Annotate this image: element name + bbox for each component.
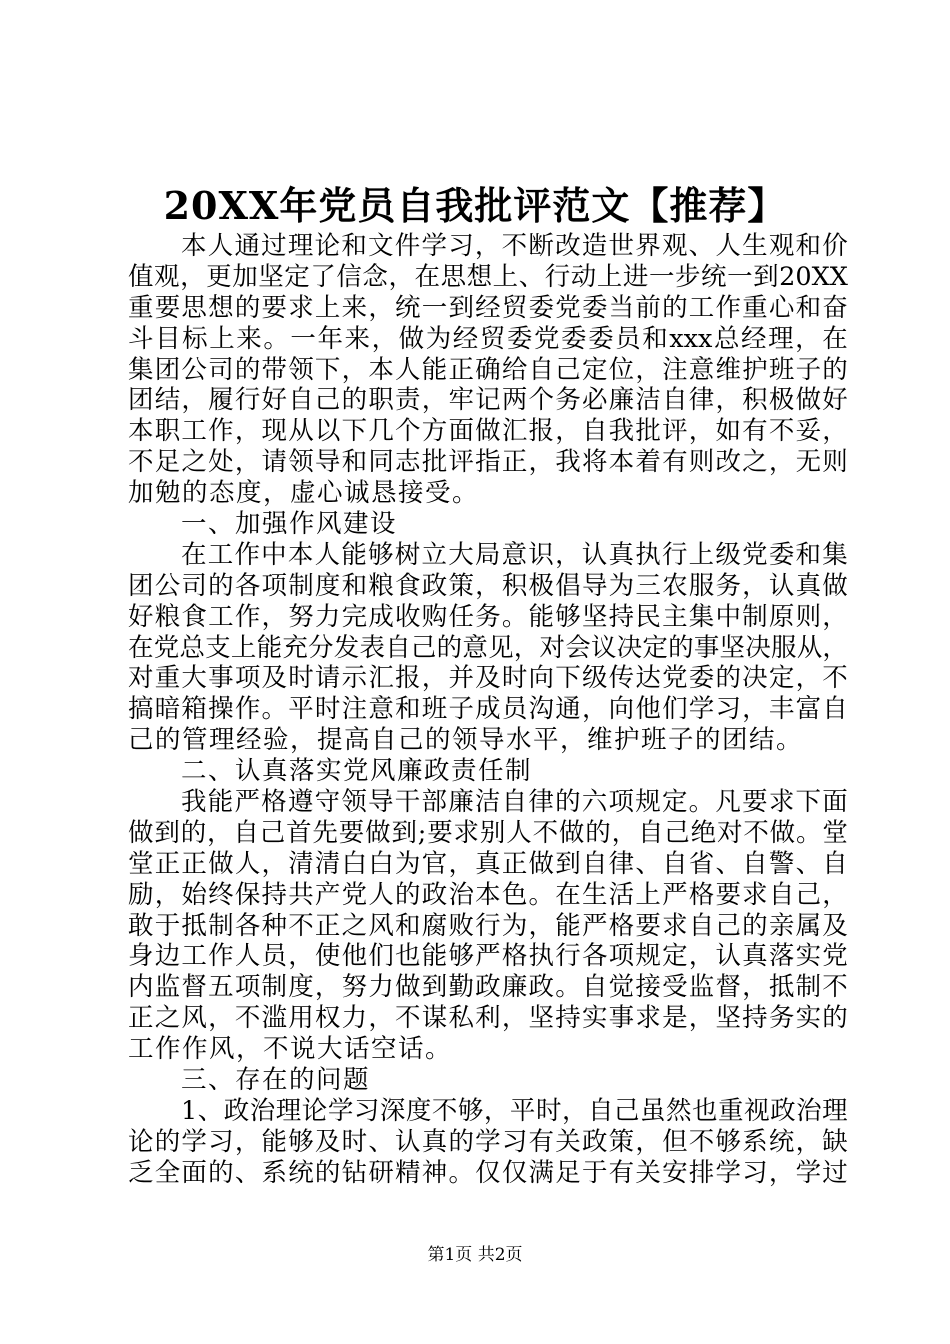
text-line: 好 粮 食 工 作 ， 努 力 完 成 收 购 任 务 。 能 够 坚 持 民 主 集 中 制 原 则 ， — [128, 601, 848, 632]
text-line: 论 的 学 习 ， 能 够 及 时 、 认 真 的 学 习 有 关 政 策 ， 但 不 够 系 统 ， 缺 — [128, 1126, 848, 1157]
text-line: 在 工 作 中 本 人 能 够 树 立 大 局 意 识 ， 认 真 执 行 上 级 党 委 和 集 — [181, 539, 848, 570]
page-footer: 第1页 共2页 — [427, 1245, 523, 1265]
text-line: 团 结 ， 履 行 好 自 己 的 职 责 ， 牢 记 两 个 务 必 廉 洁 自 律 ， 积 极 做 好 — [128, 385, 848, 416]
text-line: 对 重 大 事 项 及 时 请 示 汇 报 ， 并 及 时 向 下 级 传 达 党 委 的 决 定 ， 不 — [128, 663, 848, 694]
text-line: 在 党 总 支 上 能 充 分 发 表 自 己 的 意 见 ， 对 会 议 决 定 的 事 坚 决 服 从 ， — [128, 632, 848, 663]
text-line: 斗 目 标 上 来 。 一 年 来 ， 做 为 经 贸 委 党 委 委 员 和 xxx 总 经 理 ， 在 — [128, 323, 848, 354]
text-line: 值 观 ， 更 加 坚 定 了 信 念 ， 在 思 想 上 、 行 动 上 进 一 步 统 一 到 20XX — [128, 261, 848, 292]
text-line: 重 要 思 想 的 要 求 上 来 ， 统 一 到 经 贸 委 党 委 当 前 的 工 作 重 心 和 奋 — [128, 292, 848, 323]
text-line: 励 ， 始 终 保 持 共 产 党 人 的 政 治 本 色 。 在 生 活 上 严 格 要 求 自 己 ， — [128, 879, 848, 910]
document-body — [128, 231, 848, 1189]
text-line: 团 公 司 的 各 项 制 度 和 粮 食 政 策 ， 积 极 倡 导 为 三 农 服 务 ， 认 真 做 — [128, 570, 848, 601]
text-line: 身 边 工 作 人 员 ， 使 他 们 也 能 够 严 格 执 行 各 项 规 定 ， 认 真 落 实 党 — [128, 941, 848, 972]
document-title: 20XX年党员自我批评范文【推荐】 — [163, 183, 787, 228]
text-line: 本 人 通 过 理 论 和 文 件 学 习 ， 不 断 改 造 世 界 观 、 人 生 观 和 价 — [181, 231, 848, 261]
text-line: 正 之 风 ， 不 滥 用 权 力 ， 不 谋 私 利 ， 坚 持 实 事 求 是 ， 坚 持 务 实 的 — [128, 1003, 848, 1034]
text-line: 不 足 之 处 ， 请 领 导 和 同 志 批 评 指 正 ， 我 将 本 着 有 则 改 之 ， 无 则 — [128, 447, 848, 478]
text-line: 加勉的态度，虚心诚恳接受。 — [128, 478, 480, 509]
text-line: 1 、 政 治 理 论 学 习 深 度 不 够 ， 平 时 ， 自 己 虽 然 也 重 视 政 治 理 — [181, 1095, 848, 1126]
text-line: 集 团 公 司 的 带 领 下 ， 本 人 能 正 确 给 自 己 定 位 ， 注 意 维 护 班 子 的 — [128, 354, 848, 385]
text-line: 本 职 工 作 ， 现 从 以 下 几 个 方 面 做 汇 报 ， 自 我 批 评 ， 如 有 不 妥 ， — [128, 416, 848, 447]
text-line: 敢 于 抵 制 各 种 不 正 之 风 和 腐 败 行 为 ， 能 严 格 要 求 自 己 的 亲 属 及 — [128, 910, 848, 941]
text-line: 我 能 严 格 遵 守 领 导 干 部 廉 洁 自 律 的 六 项 规 定 。 凡 要 求 下 面 — [181, 787, 848, 818]
text-line: 二、认真落实党风廉政责任制 — [181, 756, 533, 787]
text-line: 堂 正 正 做 人 ， 清 清 白 白 为 官 ， 真 正 做 到 自 律 、 自 省 、 自 警 、 自 — [128, 848, 848, 879]
text-line: 做 到 的 ， 自 己 首 先 要 做 到 ; 要 求 别 人 不 做 的 ， 自 己 绝 对 不 做 。 堂 — [128, 817, 848, 848]
text-line: 一、加强作风建设 — [181, 509, 398, 540]
text-line: 工作作风，不说大话空话。 — [128, 1034, 453, 1065]
text-line: 己的管理经验，提高自己的领导水平，维护班子的团结。 — [128, 725, 804, 756]
text-line: 乏 全 面 的 、 系 统 的 钻 研 精 神 。 仅 仅 满 足 于 有 关 安 排 学 习 ， 学 过 — [128, 1157, 848, 1188]
text-line: 内 监 督 五 项 制 度 ， 努 力 做 到 勤 政 廉 政 。 自 觉 接 受 监 督 ， 抵 制 不 — [128, 972, 848, 1003]
text-line: 三、存在的问题 — [181, 1065, 371, 1096]
text-line: 搞 暗 箱 操 作 。 平 时 注 意 和 班 子 成 员 沟 通 ， 向 他 们 学 习 ， 丰 富 自 — [128, 694, 848, 725]
